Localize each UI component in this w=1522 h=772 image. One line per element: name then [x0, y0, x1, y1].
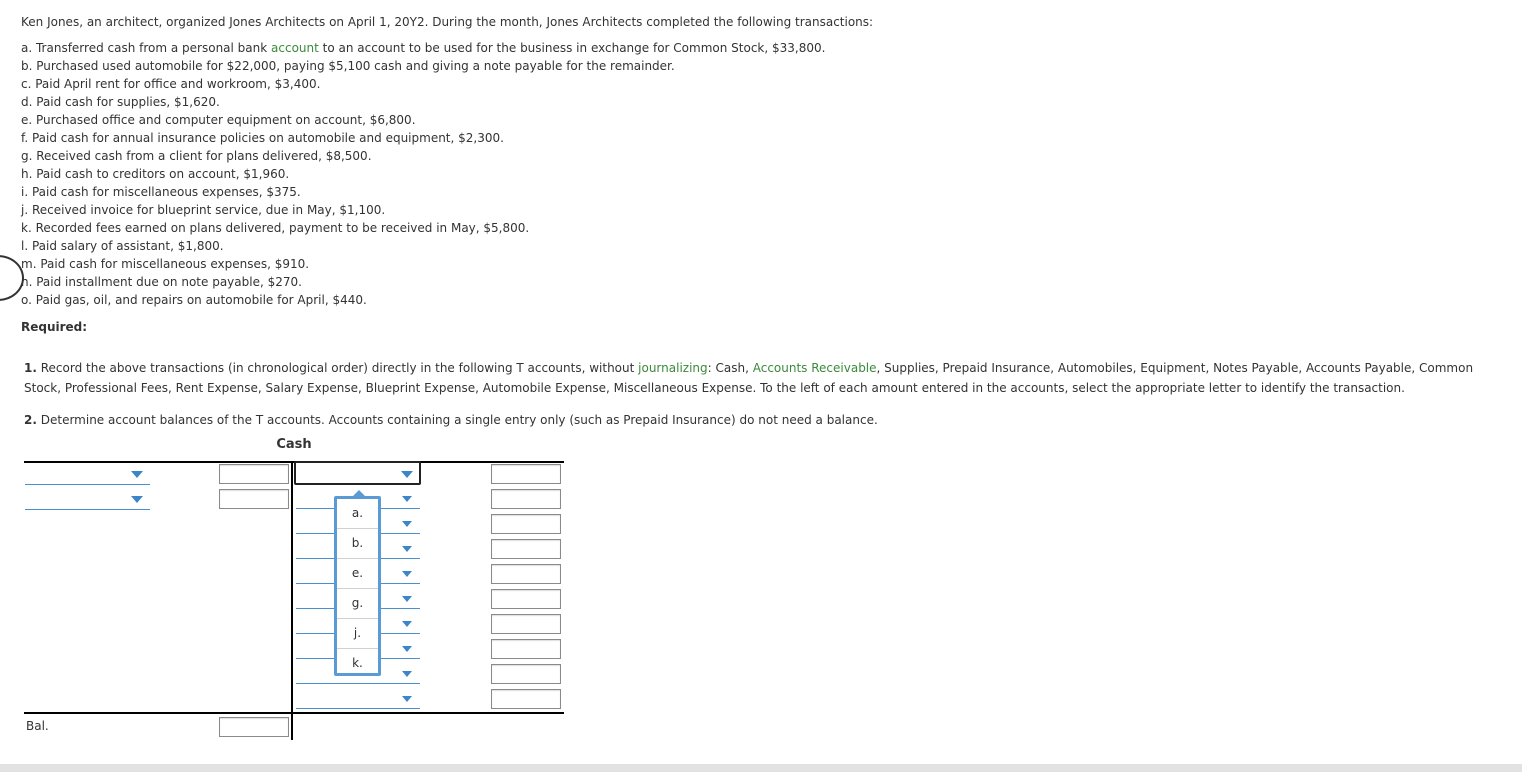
requirement-1 [24, 358, 1504, 398]
credit-amount-input[interactable] [491, 689, 561, 709]
requirement-1-text-c: , Supplies, Prepaid Insurance, Automobiles, Equipment, Notes Payable, Accounts Payable, Common Stock, Professional Fees, Rent Expense, Salary Expense, Blueprint Expense, Automobile Expense, Miscellaneous Expense. To the left of each amount entered in the accounts, select the appropriate letter to identify the transaction. [24, 361, 1474, 395]
transactions-list [21, 39, 825, 309]
transaction-text: m. Paid cash for miscellaneous expenses, $910. [21, 257, 310, 271]
transaction-text: e. Purchased office and computer equipment on account, $6,800. [21, 113, 416, 127]
credit-letter-underline [296, 708, 420, 709]
credit-amount-input[interactable] [491, 539, 561, 559]
requirement-1-text-b: : Cash, [707, 361, 753, 375]
requirement-1-text-a: Record the above transactions (in chronological order) directly in the following T accounts, without [36, 361, 639, 375]
transaction-item [21, 39, 825, 57]
transaction-text: o. Paid gas, oil, and repairs on automobile for April, $440. [21, 293, 367, 307]
transaction-item [21, 75, 825, 93]
bottom-scrollbar[interactable] [0, 764, 1522, 772]
requirement-2-number: 2. [24, 413, 37, 427]
requirement-1-number: 1. [24, 361, 37, 375]
transaction-text: to an account to be used for the business in exchange for Common Stock, $33,800. [318, 41, 826, 55]
debit-amount-input[interactable] [219, 464, 289, 484]
transaction-item [21, 201, 825, 219]
chevron-down-icon[interactable] [131, 471, 143, 478]
transaction-item [21, 255, 825, 273]
transaction-item [21, 291, 825, 309]
transaction-item [21, 165, 825, 183]
transaction-item [21, 57, 825, 75]
transaction-text: b. Purchased used automobile for $22,000, paying $5,100 cash and giving a note payable for the remainder. [21, 59, 675, 73]
transaction-text: g. Received cash from a client for plans delivered, $8,500. [21, 149, 372, 163]
journalizing-link[interactable]: journalizing [638, 361, 708, 375]
balance-label: Bal. [26, 719, 49, 733]
transaction-text: a. Transferred cash from a personal bank [21, 41, 272, 55]
transaction-text: l. Paid salary of assistant, $1,800. [21, 239, 224, 253]
chevron-down-icon[interactable] [131, 496, 143, 503]
debit-letter-underline-1 [25, 484, 150, 485]
credit-amount-input[interactable] [491, 639, 561, 659]
credit-letter-underline [296, 683, 420, 684]
transaction-text: c. Paid April rent for office and workroom, $3,400. [21, 77, 321, 91]
dropdown-option[interactable]: j. [337, 619, 378, 649]
balance-amount-input[interactable] [219, 717, 289, 737]
requirement-2-text: Determine account balances of the T accounts. Accounts containing a single entry only (such as Prepaid Insurance) do not need a balance. [36, 413, 878, 427]
credit-amount-input[interactable] [491, 489, 561, 509]
required-heading: Required: [21, 320, 88, 334]
transaction-item [21, 147, 825, 165]
transaction-text: k. Recorded fees earned on plans delivered, payment to be received in May, $5,800. [21, 221, 530, 235]
transaction-text: n. Paid installment due on note payable, $270. [21, 275, 302, 289]
chevron-down-icon[interactable] [402, 571, 412, 577]
transaction-text: i. Paid cash for miscellaneous expenses, $375. [21, 185, 301, 199]
chevron-down-icon[interactable] [402, 596, 412, 602]
dropdown-option[interactable]: a. [337, 499, 378, 529]
chevron-down-icon[interactable] [402, 671, 412, 677]
transaction-text: d. Paid cash for supplies, $1,620. [21, 95, 220, 109]
account-link[interactable]: account [271, 41, 319, 55]
chevron-down-icon[interactable] [402, 546, 412, 552]
dropdown-option[interactable]: b. [337, 529, 378, 559]
transaction-letter-dropdown-list[interactable] [334, 496, 381, 676]
transaction-text: j. Received invoice for blueprint service, due in May, $1,100. [21, 203, 386, 217]
chevron-down-icon[interactable] [402, 621, 412, 627]
transaction-text: h. Paid cash to creditors on account, $1,960. [21, 167, 290, 181]
problem-intro: Ken Jones, an architect, organized Jones Architects on April 1, 20Y2. During the month, Jones Architects completed the following transactions: [21, 15, 874, 29]
t-account-bottom-line [24, 712, 564, 714]
dropdown-option[interactable]: k. [352, 656, 363, 670]
transaction-item [21, 129, 825, 147]
credit-amount-input[interactable] [491, 564, 561, 584]
transaction-item [21, 219, 825, 237]
transaction-item [21, 183, 825, 201]
chevron-down-icon[interactable] [402, 696, 412, 702]
dropdown-option[interactable]: e. [337, 559, 378, 589]
requirement-2 [24, 411, 878, 429]
accounts-receivable-link[interactable]: Accounts Receivable [752, 361, 877, 375]
t-account-title: Cash [276, 437, 312, 452]
transaction-item [21, 237, 825, 255]
credit-amount-input[interactable] [491, 589, 561, 609]
transaction-item [21, 111, 825, 129]
transaction-item [21, 93, 825, 111]
transaction-text: f. Paid cash for annual insurance policies on automobile and equipment, $2,300. [21, 131, 504, 145]
chevron-down-icon[interactable] [402, 496, 412, 502]
credit-amount-input[interactable] [491, 664, 561, 684]
dropdown-option[interactable]: g. [337, 589, 378, 619]
chevron-down-icon[interactable] [401, 471, 413, 478]
debit-amount-input[interactable] [219, 489, 289, 509]
chevron-down-icon[interactable] [402, 521, 412, 527]
transaction-item [21, 273, 825, 291]
debit-letter-underline-2 [25, 509, 150, 510]
credit-amount-input[interactable] [491, 464, 561, 484]
credit-amount-input[interactable] [491, 614, 561, 634]
t-account-center-line [291, 461, 293, 740]
credit-amount-input[interactable] [491, 514, 561, 534]
chevron-down-icon[interactable] [402, 646, 412, 652]
